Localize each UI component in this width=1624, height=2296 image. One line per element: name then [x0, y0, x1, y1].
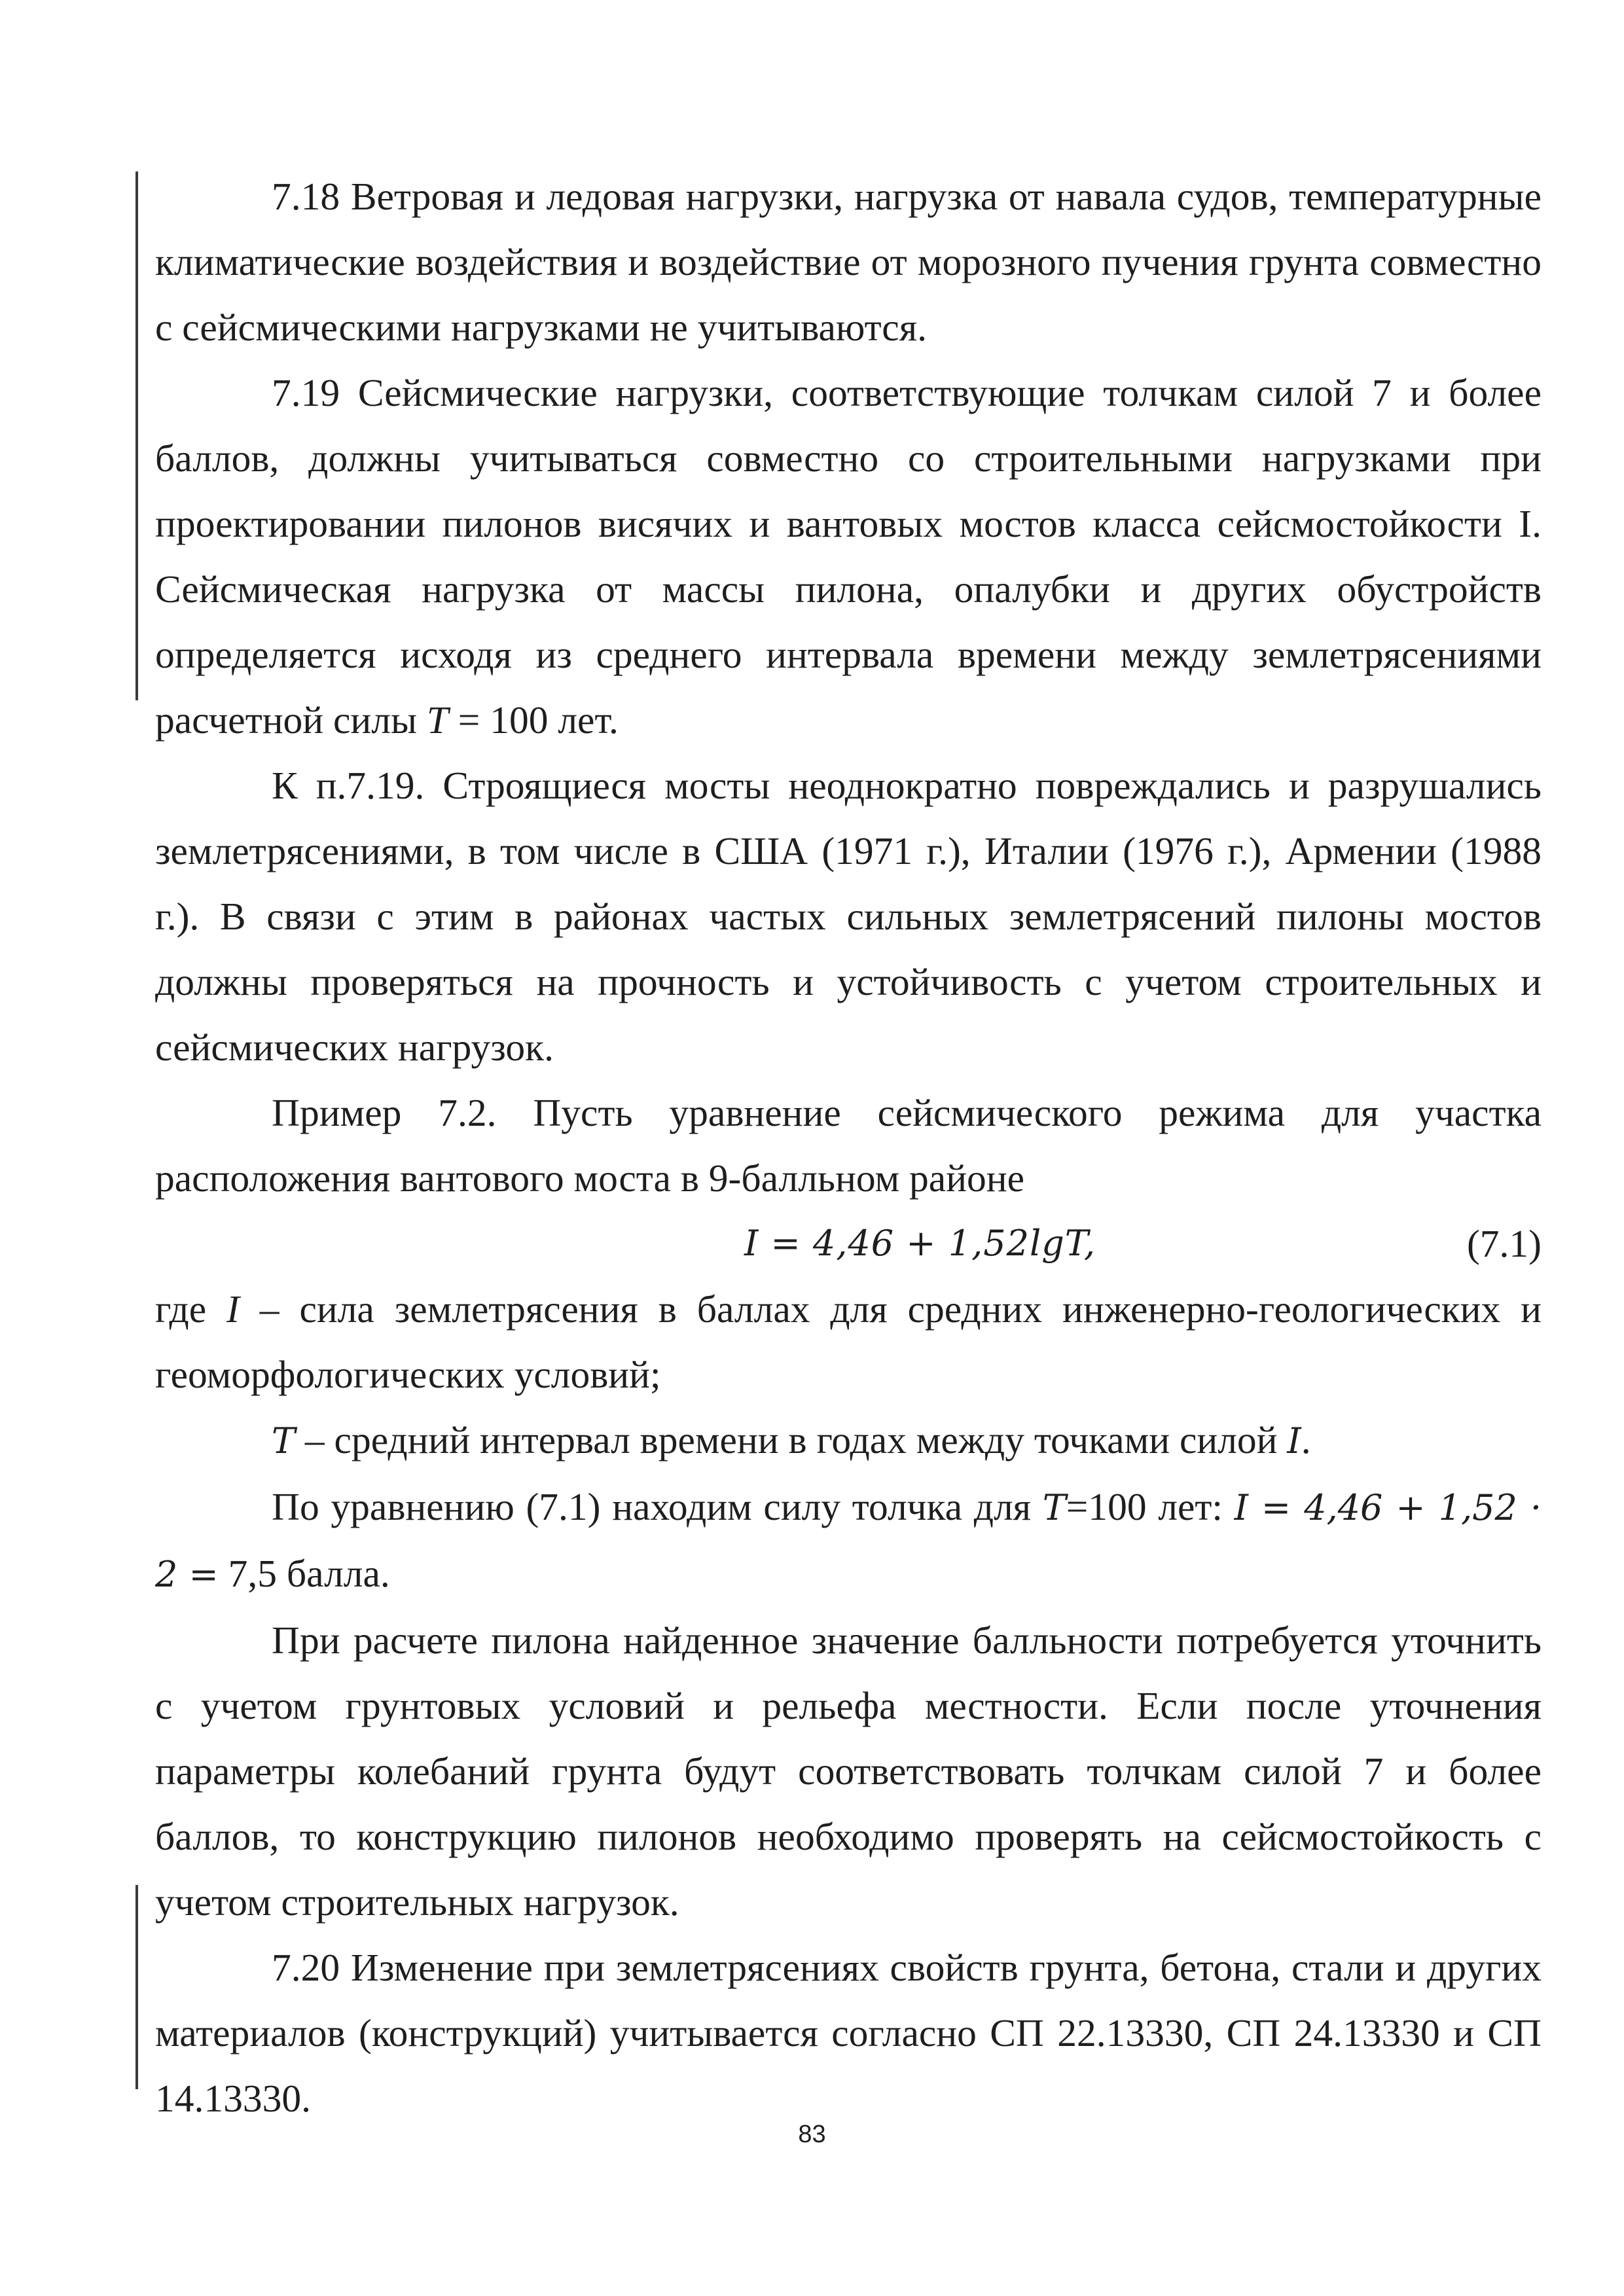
equation-7-1	[155, 1211, 1542, 1276]
solution-text-2: =100 лет:	[1066, 1485, 1235, 1528]
variable-i-def: I	[1287, 1420, 1301, 1462]
equation-expression: I = 4,46 + 1,52lgT,	[744, 1223, 1096, 1264]
variable-t: T	[426, 698, 448, 742]
t-definition	[155, 1407, 1542, 1474]
paragraph-7-18: 7.18 Ветровая и ледовая нагрузки, нагрузка от навала судов, температурные климатические воздействия и воздействие от морозного пучения грунта совместно с сейсмическими нагрузками не учитываются.	[155, 175, 1542, 349]
revision-bar-7-18-7-19	[135, 171, 138, 700]
variable-t-def: T	[272, 1420, 296, 1462]
t-definition-text: – средний интервал времени в годах между точками силой	[295, 1418, 1288, 1462]
page-body	[155, 164, 1542, 2131]
paragraph-7-20: 7.20 Изменение при землетрясениях свойств грунта, бетона, стали и других материалов (конструкций) учитывается согласно СП 22.13330, СП 24.13330 и СП 14.13330.	[155, 1946, 1542, 2120]
paragraph-7-19-text: 7.19 Сейсмические нагрузки, соответствующие толчкам силой 7 и более баллов, должны учитываться совместно со строительными нагрузками при проектировании пилонов висячих и вантовых мостов класса сейсмостойкости I. Сейсмическая нагрузка от массы пилона, опалубки и других обустройств определяется исходя из среднего интервала времени между землетрясениями расчетной силы	[155, 371, 1542, 742]
page-number: 83	[798, 2121, 826, 2148]
where-label: где	[155, 1287, 227, 1331]
t-definition-end: .	[1301, 1418, 1311, 1462]
where-description: – сила землетрясения в баллах для средних инженерно-геологических и геоморфологических условий;	[155, 1287, 1542, 1396]
variable-i: I	[226, 1287, 240, 1331]
solution-paragraph	[155, 1474, 1542, 1607]
paragraph-7-19	[155, 360, 1542, 753]
paragraph-7-19-end: = 100 лет.	[448, 698, 619, 742]
commentary-7-19: К п.7.19. Строящиеся мосты неоднократно повреждались и разрушались землетрясениями, в том числе в США (1971 г.), Италии (1976 г.), Армении (1988 г.). В связи с этим в районах частых сильных землетрясений пилоны мостов должны проверяться на прочность и устойчивость с учетом строительных и сейсмических нагрузок.	[155, 764, 1542, 1069]
revision-bar-7-20	[135, 1885, 138, 2089]
solution-text: По уравнению (7.1) находим силу толчка для	[272, 1485, 1043, 1528]
where-clause	[155, 1276, 1542, 1407]
variable-t-solve: T	[1042, 1487, 1066, 1528]
equation-number: (7.1)	[1466, 1222, 1542, 1265]
calculation-note: При расчете пилона найденное значение балльности потребуется уточнить с учетом грунтовых условий и рельефа местности. Если после уточнения параметры колебаний грунта будут соответствовать толчкам силой 7 и более баллов, то конструкцию пилонов необходимо проверять на сейсмостойкость с учетом строительных нагрузок.	[155, 1619, 1542, 1924]
solution-math: I = 4,46 + 1,52 · 2 =	[155, 1487, 1542, 1595]
solution-result: 7,5 балла.	[218, 1552, 390, 1595]
example-7-2: Пример 7.2. Пусть уравнение сейсмического режима для участка расположения вантового моста в 9-балльном районе	[155, 1091, 1542, 1200]
